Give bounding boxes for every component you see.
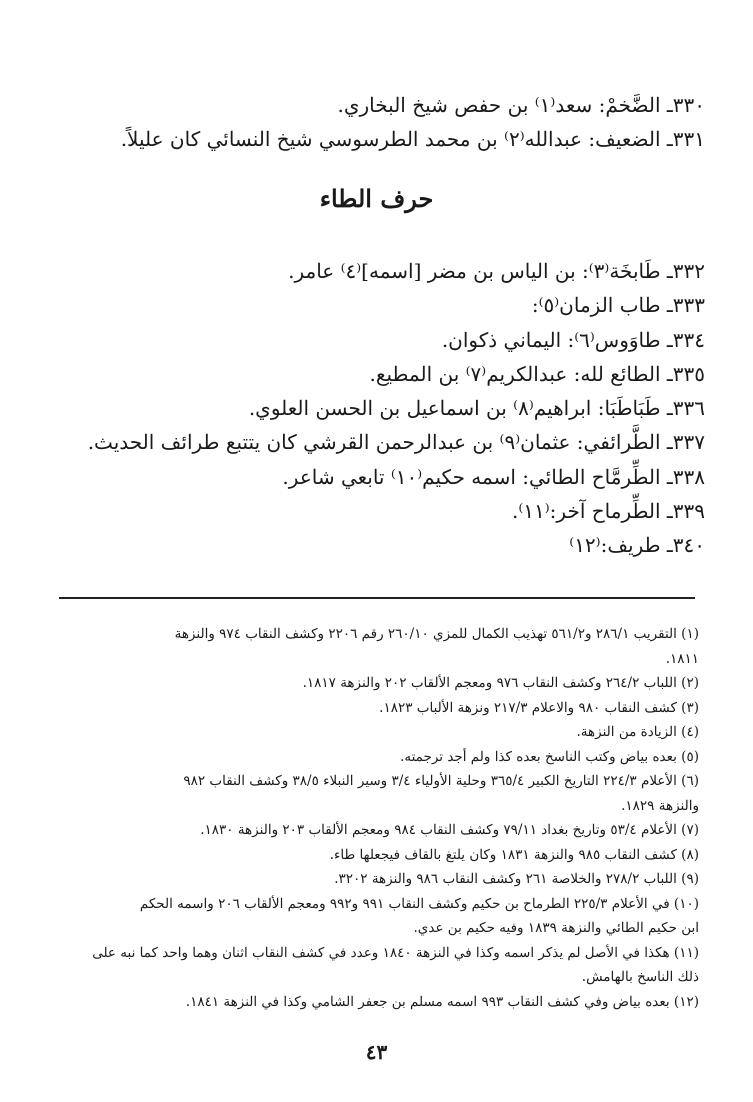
footnote-1: [59, 622, 699, 671]
entry-332: ٣٣٢ـ طَابخَة⁽٣⁾: بن الياس بن مضر [اسمه]⁽٤⁾ عامر.: [288, 259, 705, 283]
footnote-9: [59, 867, 699, 892]
footnote-8: [59, 843, 699, 868]
footnote-line: (٥) بعده بياض وكتب الناسخ بعده كذا ولم أجد ترجمته.: [400, 748, 699, 765]
footnote-line: والنزهة ١٨٢٩.: [621, 797, 699, 814]
entry-337: ٣٣٧ـ الطَّرائفي: عثمان⁽٩⁾ بن عبدالرحمن القرشي كان يتتبع طرائف الحديث.: [87, 430, 705, 455]
footnote-line: ١٨١١.: [665, 650, 699, 667]
footnote-11: [59, 941, 699, 990]
footnote-line: (٩) اللباب ٢٧٨/٢ والخلاصة ٢٦١ وكشف النقاب ٩٨٦ والنزهة ٣٢٠٢.: [334, 871, 699, 887]
footnote-2: [59, 671, 699, 696]
footnote-line: (١١) هكذا في الأصل لم يذكر اسمه وكذا في النزهة ١٨٤٠ وعدد في كشف النقاب اثنان وهما واحد كما نبه على: [92, 944, 699, 961]
footnote-line: (٣) كشف النقاب ٩٨٠ والاعلام ٢١٧/٣ ونزهة الألباب ١٨٢٣.: [379, 699, 699, 716]
footnote-line: ذلك الناسخ بالهامش.: [581, 969, 699, 985]
page-number: ٤٣: [365, 1040, 388, 1064]
footnote-5: [59, 745, 699, 770]
footnotes: [59, 622, 699, 1014]
footnote-line: (٨) كشف النقاب ٩٨٥ والنزهة ١٨٣١ وكان يلتغ بالقاف فيجعلها طاء.: [329, 846, 699, 863]
footnote-6: [59, 769, 699, 818]
footnote-10: [59, 892, 699, 941]
footnote-line: (١٠) في الأعلام ٢٢٥/٣ الطرماح بن حكيم وكشف النقاب ٩٩١ و٩٩٢ ومعجم الألقاب ٢٠٦ واسمه الحكم: [139, 895, 699, 912]
entry-340: ٣٤٠ـ طريف:⁽١٢⁾: [569, 533, 705, 558]
entry-339: ٣٣٩ـ الطِّرماح آخر:⁽١١⁾.: [512, 499, 705, 524]
footnote-line: (٧) الأعلام ٥٣/٤ وتاريخ بغداد ٧٩/١١ وكشف النقاب ٩٨٤ ومعجم الألقاب ٢٠٣ والنزهة ١٨٣٠.: [200, 822, 699, 838]
entry-331: ٣٣١ـ الضعيف: عبدالله⁽٢⁾ بن محمد الطرسوسي شيخ النسائي كان عليلاً.: [120, 127, 705, 151]
footnote-line: (٢) اللباب ٢٦٤/٢ وكشف النقاب ٩٧٦ ومعجم الألقاب ٢٠٢ والنزهة ١٨١٧.: [302, 675, 699, 691]
footnote-line: (٤) الزيادة من النزهة.: [576, 724, 699, 740]
entry-335: ٣٣٥ـ الطائع لله: عبدالكريم⁽٧⁾ بن المطيع.: [369, 361, 705, 386]
entry-333: ٣٣٣ـ طاب الزمان⁽٥⁾:: [531, 293, 705, 318]
section-heading: حرف الطاء: [319, 184, 434, 213]
footnote-12: [59, 990, 699, 1015]
footnote-3: [59, 696, 699, 721]
top-entries: [40, 88, 705, 156]
footnote-divider: [59, 597, 695, 599]
entry-336: ٣٣٦ـ طَبَاطَبَا: ابراهيم⁽٨⁾ بن اسماعيل بن الحسن العلوي.: [248, 396, 705, 421]
entry-330: ٣٣٠ـ الضَّخمْ: سعد⁽١⁾ بن حفص شيخ البخاري.: [337, 93, 705, 117]
entry-338: ٣٣٨ـ الطِّرمَّاح الطائي: اسمه حكيم⁽١٠⁾ تابعي شاعر.: [282, 464, 705, 489]
footnote-line: (٦) الأعلام ٢٢٤/٣ التاريخ الكبير ٣٦٥/٤ وحلية الأولياء ٣/٤ وسير النبلاء ٣٨/٥ وكشف النقاب ٩٨٢: [183, 773, 699, 789]
footnote-line: (١) التقريب ٢٨٦/١ و٥٦١/٢ تهذيب الكمال للمزي ٢٦٠/١٠ رقم ٢٢٠٦ وكشف النقاب ٩٧٤ والنزهة: [174, 626, 699, 642]
main-entries: [40, 254, 705, 563]
footnote-7: [59, 818, 699, 843]
footnote-line: ابن حكيم الطائي والنزهة ١٨٣٩ وفيه حكيم بن عدي.: [413, 920, 699, 936]
footnote-line: (١٢) بعده بياض وفي كشف النقاب ٩٩٣ اسمه مسلم بن جعفر الشامي وكذا في النزهة ١٨٤١.: [185, 993, 699, 1010]
footnote-4: [59, 720, 699, 745]
entry-334: ٣٣٤ـ طاوَوس⁽٦⁾: اليماني ذكوان.: [441, 327, 705, 352]
